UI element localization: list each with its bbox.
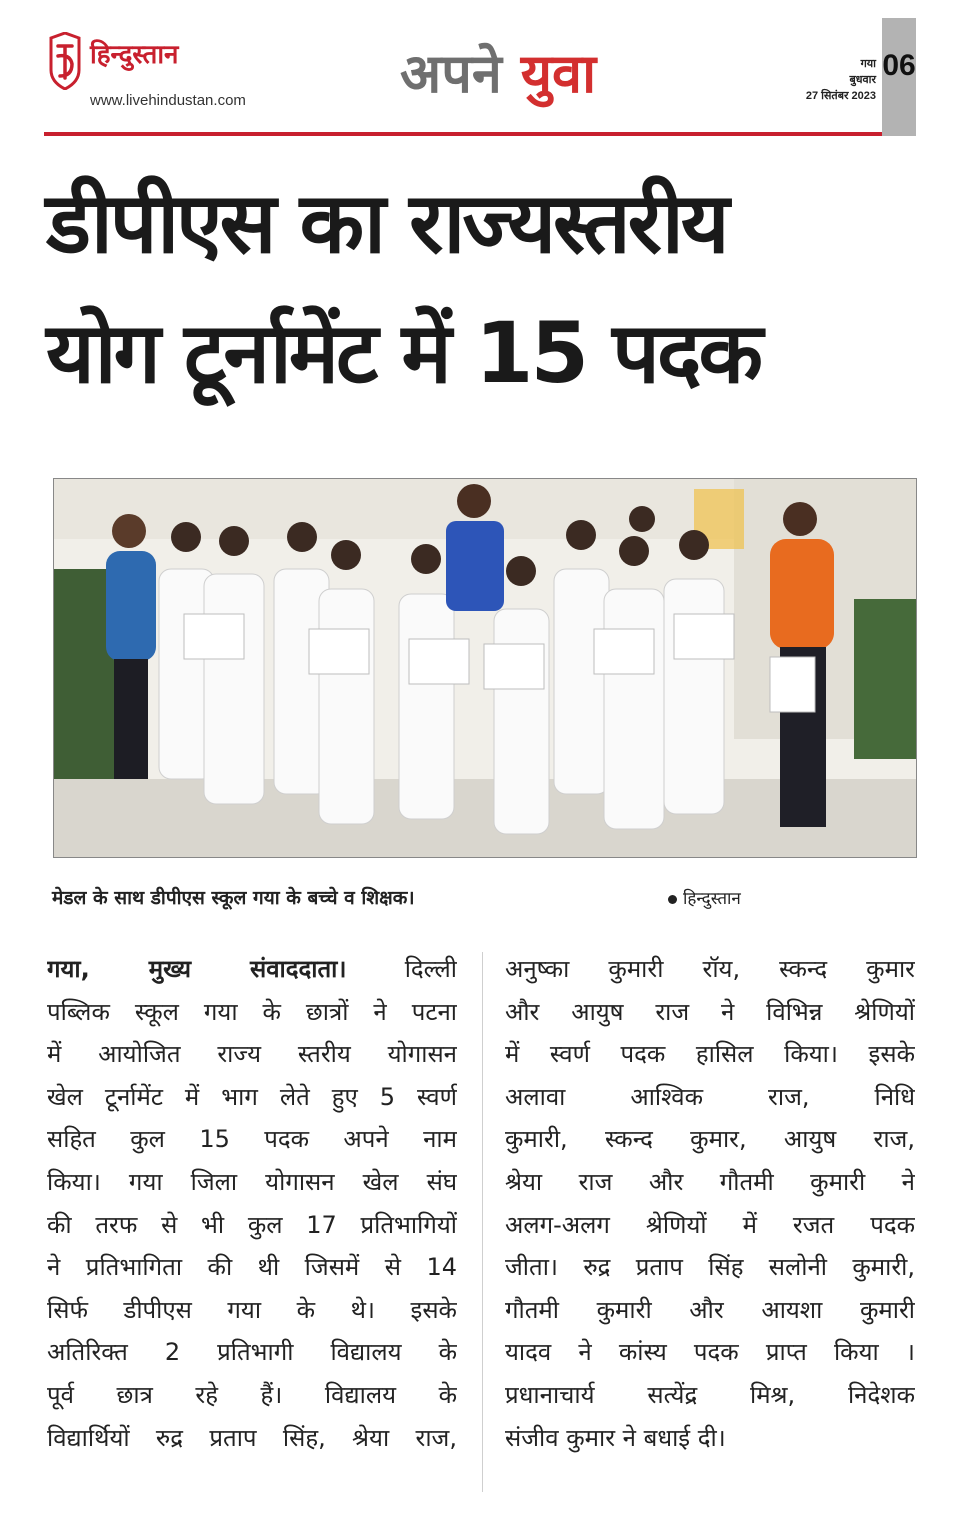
brand-name: हिन्दुस्तान bbox=[90, 40, 179, 70]
article-line: में आयोजित राज्य स्तरीय योगासन bbox=[47, 1040, 457, 1069]
article-line: किया। गया जिला योगासन खेल संघ bbox=[47, 1167, 457, 1196]
masthead-rule bbox=[44, 132, 882, 136]
headline-line-2: योग टूर्नामेंट में 15 पदक bbox=[46, 304, 760, 402]
masthead bbox=[44, 18, 916, 136]
article-line: जीता। रुद्र प्रताप सिंह सलोनी कुमारी, bbox=[505, 1253, 915, 1282]
page-number: 06 bbox=[882, 18, 916, 136]
article-line: और आयुष राज ने विभिन्न श्रेणियों bbox=[505, 997, 915, 1026]
article-line: सहित कुल 15 पदक अपने नाम bbox=[47, 1125, 457, 1154]
article-dateline: गया, मुख्य संवाददाता। bbox=[47, 955, 347, 983]
photo-credit-text: हिन्दुस्तान bbox=[683, 889, 741, 909]
article-line: प्रधानाचार्य सत्येंद्र मिश्र, निदेशक bbox=[505, 1380, 915, 1409]
edition-weekday: बुधवार bbox=[849, 74, 876, 86]
group-photo bbox=[53, 478, 917, 858]
section-title-word1: अपने bbox=[400, 42, 502, 105]
article-line bbox=[47, 948, 457, 991]
headline bbox=[46, 158, 916, 418]
section-title bbox=[400, 34, 596, 114]
article-line: श्रेया राज और गौतमी कुमारी ने bbox=[505, 1167, 915, 1196]
article-line: अतिरिक्त 2 प्रतिभागी विद्यालय के bbox=[47, 1338, 457, 1367]
article-column-right bbox=[505, 948, 915, 1459]
article-line: अलग-अलग श्रेणियों में रजत पदक bbox=[505, 1210, 915, 1239]
article-line: पब्लिक स्कूल गया के छात्रों ने पटना bbox=[47, 997, 457, 1026]
article-line: गौतमी कुमारी और आयशा कुमारी bbox=[505, 1295, 915, 1324]
article-line: सिर्फ डीपीएस गया के थे। इसके bbox=[47, 1295, 457, 1324]
article-line: की तरफ से भी कुल 17 प्रतिभागियों bbox=[47, 1210, 457, 1239]
article-line: कुमारी, स्कन्द कुमार, आयुष राज, bbox=[505, 1125, 915, 1154]
article-line: विद्यार्थियों रुद्र प्रताप सिंह, श्रेया राज, bbox=[47, 1423, 457, 1452]
article-line: खेल टूर्नामेंट में भाग लेते हुए 5 स्वर्ण bbox=[47, 1082, 457, 1111]
column-divider bbox=[482, 952, 483, 1492]
headline-line-1: डीपीएस का राज्यस्तरीय bbox=[46, 174, 727, 272]
article-line: ने प्रतिभागिता की थी जिसमें से 14 bbox=[47, 1253, 457, 1282]
group-photo-image bbox=[54, 479, 916, 857]
article-line: यादव ने कांस्य पदक प्राप्त किया । bbox=[505, 1338, 915, 1367]
article-line: संजीव कुमार ने बधाई दी। bbox=[505, 1423, 726, 1452]
hindustan-logo-icon bbox=[48, 32, 82, 90]
edition-date: 27 सितंबर 2023 bbox=[805, 90, 876, 102]
article-line: अलावा आश्विक राज, निधि bbox=[505, 1082, 915, 1111]
brand-url: www.livehindustan.com bbox=[90, 92, 246, 109]
edition-info bbox=[756, 56, 876, 104]
section-title-word2: युवा bbox=[520, 42, 597, 105]
bullet-icon bbox=[668, 895, 677, 904]
photo-credit bbox=[668, 886, 741, 909]
article-column-left bbox=[47, 948, 457, 1459]
article-line: पूर्व छात्र रहे हैं। विद्यालय के bbox=[47, 1380, 457, 1409]
photo-caption-row bbox=[44, 872, 916, 920]
article-line-text: दिल्ली bbox=[404, 955, 457, 983]
photo-caption: मेडल के साथ डीपीएस स्कूल गया के बच्चे व शिक्षक। bbox=[52, 887, 415, 909]
article-line: में स्वर्ण पदक हासिल किया। इसके bbox=[505, 1040, 915, 1069]
article-line: अनुष्का कुमारी रॉय, स्कन्द कुमार bbox=[505, 955, 915, 983]
edition-city: गया bbox=[860, 58, 876, 70]
